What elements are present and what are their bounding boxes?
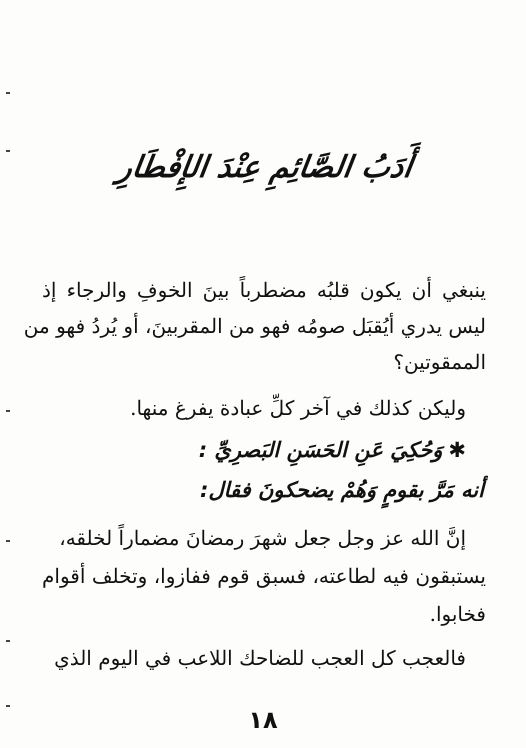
page-number: ١٨ <box>248 706 278 734</box>
quote-line: أنه مَرَّ بقومٍ وَهُمْ يضحكونَ فقال: <box>199 478 484 502</box>
paragraph-line: فالعجب كل العجب للضاحك اللاعب في اليوم الذي <box>54 646 466 670</box>
paragraph-line: إنَّ الله عز وجل جعل شهرَ رمضانَ مضماراً لخلقه، <box>59 526 466 550</box>
margin-mark <box>6 150 10 152</box>
margin-mark <box>6 640 10 642</box>
margin-mark <box>6 92 10 94</box>
chapter-heading: أَدَبُ الصَّائِمِ عِنْدَ الإِفْطَارِ <box>115 150 415 185</box>
paragraph-line: يستبقون فيه لطاعته، فسبق قوم ففازوا، وتخلف أقوام <box>42 564 486 588</box>
paragraph-line: ليس يدري أيُقبَل صومُه فهو من المقربينَ، أو يُردُ فهو من <box>23 314 486 338</box>
paragraph-line: الممقوتين؟ <box>393 350 486 374</box>
quote-attribution: وَحُكِيَ عَنِ الحَسَنِ البَصرِيِّ : <box>198 438 443 462</box>
asterisk-icon: ✱ <box>448 438 466 462</box>
margin-mark <box>6 540 10 542</box>
paragraph-line: فخابوا. <box>429 602 486 626</box>
paragraph-line: ينبغي أن يكون قلبُه مضطرباً بينَ الخوفِ والرجاء إذ <box>42 278 486 302</box>
paragraph-line: وليكن كذلك في آخر كلِّ عبادة يفرغ منها. <box>130 396 466 420</box>
margin-mark <box>6 410 10 412</box>
quote-heading <box>199 438 466 462</box>
